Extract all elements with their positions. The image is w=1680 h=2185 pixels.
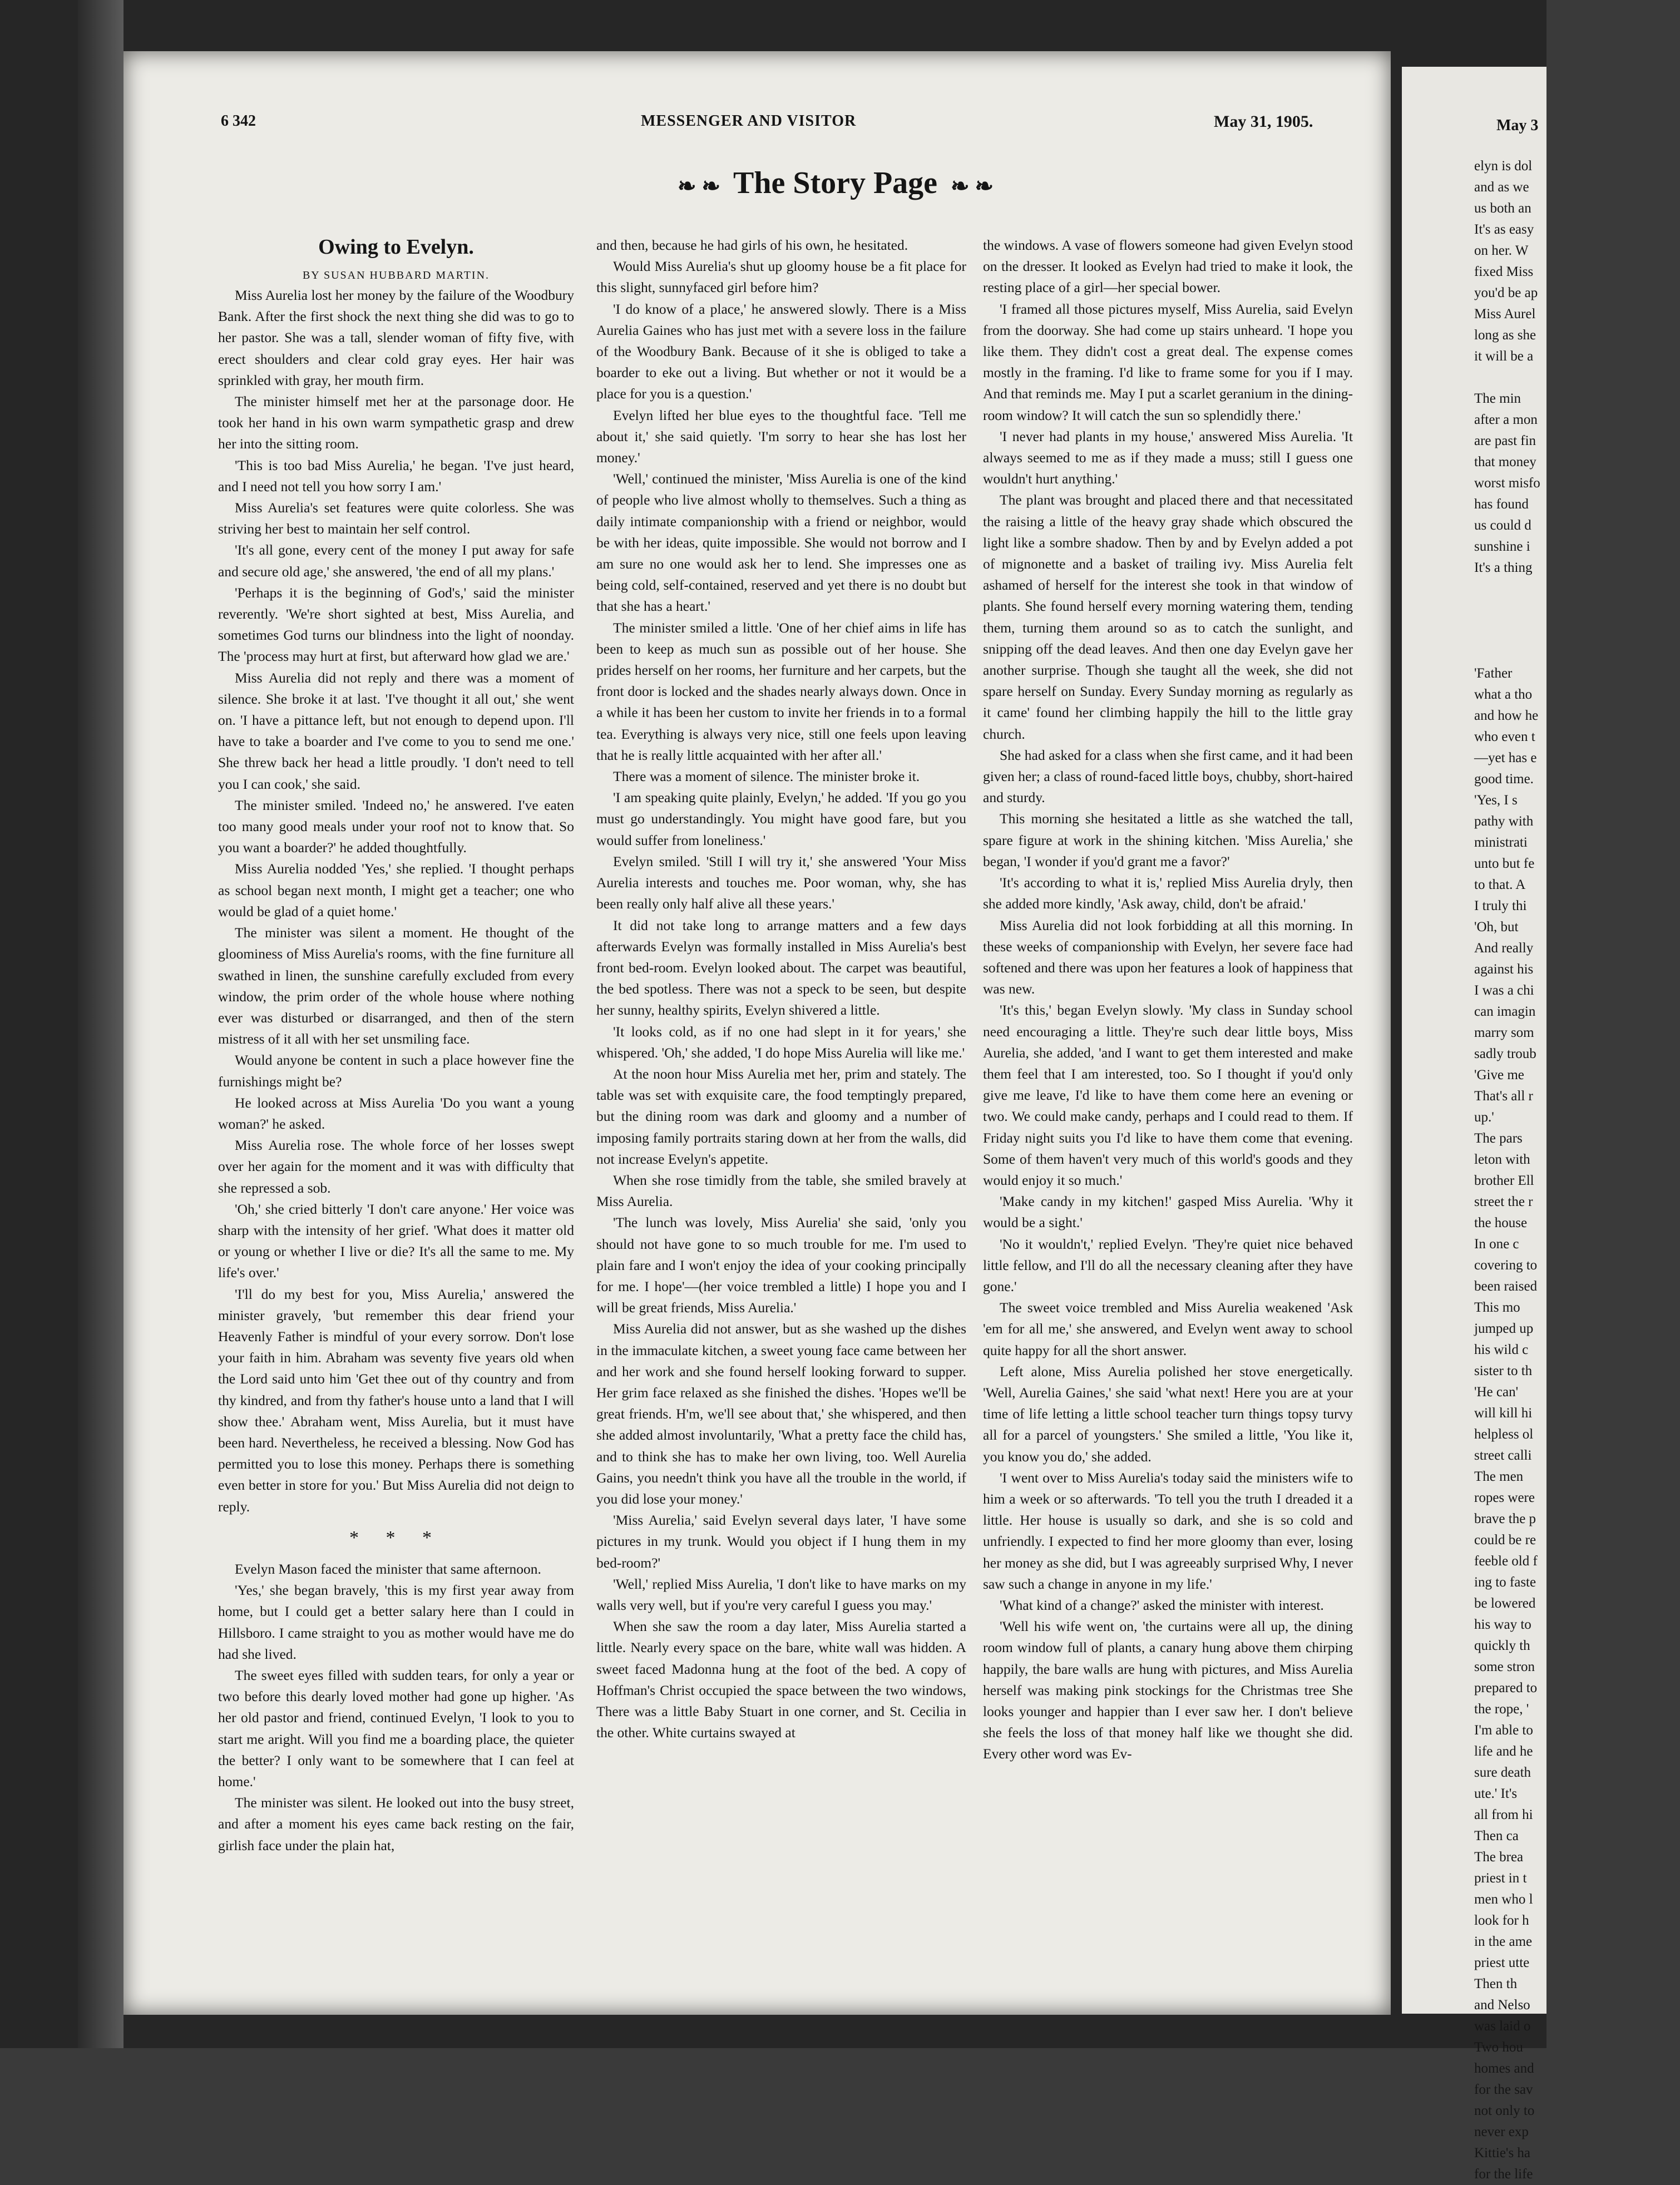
adjacent-line: priest in t [1474,1871,1527,1886]
paragraph: Miss Aurelia did not answer, but as she washed up the dishes in the immaculate kitchen, a sweet young face came between her and her work and she found herself looking forward to supper. Her grim face relaxed as she finished the dishes. 'Hopes we'll be great friends. H'm, we'll see about that,' she whispered, and then she added almost involuntarily, 'What a pretty face the child has, and to think she has to make her own living, too. Well Aurelia Gains, you needn't think you have all the trouble in the world, if you did lose your money.' [596,1321,966,1507]
section-title [585,165,1086,201]
paragraph: the windows. A vase of flowers someone had given Evelyn stood on the dresser. It looked as Evelyn had tried to make it look, the resting place of a girl—her special bower. [983,237,1353,296]
adjacent-line: sister to th [1474,1363,1533,1378]
paragraph: 'Well,' replied Miss Aurelia, 'I don't like to have marks on my walls very well, but if you're very careful I guess you may.' [596,1575,966,1613]
paragraph: 'I went over to Miss Aurelia's today said the ministers wife to him a week or so afterwards. 'To tell you the truth I dreaded it a little. Her house is usually so dark, and she is so cold and unfriendly. I expected to find her more gloomy than ever, losing her money as she did, but I was agreeably surprised Why, I never saw such a change in anyone in my life.' [983,1469,1353,1592]
paragraph: He looked across at Miss Aurelia 'Do you want a young woman?' he asked. [218,1094,574,1132]
adjacent-line: and how he [1474,708,1539,723]
adjacent-line: Kittie's ha [1474,2146,1531,2161]
adjacent-line: Then th [1474,1976,1518,1991]
adjacent-line: street calli [1474,1448,1532,1463]
adjacent-line: In one c [1474,1237,1519,1252]
adjacent-line: ministrati [1474,835,1528,850]
adjacent-line: will kill hi [1474,1406,1533,1421]
paragraph: 'Perhaps it is the beginning of God's,' said the minister reverently. 'We're short sighted at best, Miss Aurelia, and sometimes God turns our blindness into the light of noonday. The 'process may hurt at first, but afterward how glad we are.' [218,584,574,665]
paragraph: 'I do know of a place,' he answered slowly. There is a Miss Aurelia Gaines who has just met with a severe loss in the failure of the Woodbury Bank. Because of it she is obliged to take a boarder to eke out a living. But whether or not it would be a place for you is a question.' [596,300,966,402]
adjacent-line: priest utte [1474,1955,1530,1970]
issue-date: May 31, 1905. [1214,112,1313,131]
adjacent-line: elyn is dol [1474,159,1533,174]
adjacent-line: was laid o [1474,2019,1531,2034]
paragraph: Miss Aurelia's set features were quite colorless. She was striving her best to maintain her self control. [218,500,574,537]
adjacent-line: some stron [1474,1659,1535,1674]
adjacent-line [1457,621,1680,642]
ornament-icon: ❧ ❧ [677,173,720,199]
adjacent-line: and as we [1474,180,1529,195]
paragraph: The minister himself met her at the parsonage door. He took her hand in his own warm sympathetic grasp and drew her into the sitting room. [218,393,574,452]
paragraph: 'The lunch was lovely, Miss Aurelia' she said, 'only you should not have gone to so much trouble for me. I'm used to plain fare and I won't enjoy the idea of your cooking principally for me. I hope'—(her voice trembled a little) I hope you and I will be great friends, Miss Aurelia.' [596,1214,966,1316]
adjacent-line: the rope, ' [1474,1702,1529,1717]
adjacent-page-strip [1402,67,1546,2182]
adjacent-line: sadly troub [1474,1046,1536,1061]
adjacent-line: Two hou [1474,2040,1523,2055]
adjacent-line: This mo [1474,1300,1520,1315]
adjacent-line: the house [1474,1215,1528,1230]
adjacent-line: And really [1474,941,1534,956]
paragraph: Would Miss Aurelia's shut up gloomy house be a fit place for this slight, sunnyfaced girl before him? [596,258,966,296]
paragraph: The minister smiled a little. 'One of her chief aims in life has been to keep as much sun as possible out of her house. She prides herself on her rooms, her furniture and her carpets, but the front door is locked and the shades nearly always down. Once in a while it has been her custom to invite her friends in to a formal tea. Everything is always very nice, still one feels upon leaving that he is really little acquainted with her after all.' [596,619,966,763]
adjacent-line: ing to faste [1474,1575,1536,1590]
paragraph: The minister was silent. He looked out into the busy street, and after a moment his eyes came back resting on the fair, girlish face under the plain hat, [218,1795,574,1853]
section-title-text: The Story Page [733,166,938,200]
paragraph: 'It's this,' began Evelyn slowly. 'My class in Sunday school need encouraging a little. They're such dear little boys, Miss Aurelia, she added, 'and I want to get them interested and make them feel that I am interested, too. So I thought if you'd only give me leave, I'd like to have them come here an evening or two. We could make candy, perhaps and I could read to them. If Friday night suits you I'd like to have them come that evening. Some of them haven't very much of this world's goods and they would enjoy it so much.' [983,1002,1353,1188]
page-gutter-shadow [78,0,123,2048]
adjacent-line: after a mon [1474,412,1538,427]
adjacent-line: to that. A [1474,877,1526,892]
paragraph: The minister was silent a moment. He thought of the gloominess of Miss Aurelia's rooms, with the fine furniture all swathed in linen, the sunshine carefully excluded from every window, the prim order of the whole house where nothing ever was disturbed or disarranged, and then of the stern mistress of it all with her set unsmiling face. [218,925,574,1047]
adjacent-line: what a tho [1474,687,1533,702]
adjacent-page-header: May 3 [1496,117,1539,134]
paragraph: Left alone, Miss Aurelia polished her stove energetically. 'Well, Aurelia Gaines,' she said 'what next! Here you are at your time of life letting a little school teacher turn things topsy turvy all for a parcel of youngsters.' She smiled a little, 'You like it, you know you do,' she added. [983,1363,1353,1465]
adjacent-line: worst misfo [1474,476,1540,491]
adjacent-page-column [1457,156,1680,2185]
adjacent-line: pathy with [1474,814,1534,829]
paragraph: Evelyn smiled. 'Still I will try it,' she answered 'Your Miss Aurelia interests and touches me. Poor woman, why, she has been really only half alive all these years.' [596,853,966,912]
adjacent-line [1457,367,1680,388]
paragraph: There was a moment of silence. The minister broke it. [613,768,920,785]
paragraph: The sweet eyes filled with sudden tears, for only a year or two before this dearly loved mother had gone up higher. 'As her old pastor and friend, continued Evelyn, 'I look to you to start me aright. Will you find me a boarding place, the quieter the better? I only want to be somewhere that I can feel at home.' [218,1667,574,1790]
paragraph: Miss Aurelia did not reply and there was a moment of silence. She broke it at last. 'I've thought it all out,' she went on. 'I have a pittance left, but not enough to depend upon. I'll have to take a boarder and I've come to you to send me one.' She threw back her head a little proudly. 'I don't need to tell you I can cook,' she said. [218,669,574,792]
adjacent-line: homes and [1474,2061,1534,2076]
adjacent-line: helpless ol [1474,1427,1534,1442]
adjacent-line: are past fin [1474,433,1536,448]
adjacent-line: I truly thi [1474,898,1527,913]
column-2 [596,235,966,1743]
paragraph: 'Oh,' she cried bitterly 'I don't care anyone.' Her voice was sharp with the intensity of her grief. 'What does it matter old or young or whether I live or die? It's all the same to me. My life's over.' [218,1200,574,1281]
adjacent-line: not only to [1474,2103,1535,2118]
adjacent-line: can imagin [1474,1004,1536,1019]
adjacent-line: been raised [1474,1279,1538,1294]
adjacent-line: us could d [1474,518,1531,533]
paragraph: She had asked for a class when she first came, and it had been given her; a class of round-faced little boys, chubby, short-haired and sturdy. [983,747,1353,806]
adjacent-line: all from hi [1474,1807,1533,1822]
adjacent-line: who even t [1474,729,1535,744]
paragraph: Evelyn lifted her blue eyes to the thoughtful face. 'Tell me about it,' she said quietly. 'I'm sorry to hear she has lost her money.' [596,407,966,466]
story-title: Owing to Evelyn. [318,235,474,259]
paragraph: The sweet voice trembled and Miss Aurelia weakened 'Ask 'em for all me,' she answered, and Evelyn went away to school quite happy for all the short answer. [983,1299,1353,1358]
paragraph: 'No it wouldn't,' replied Evelyn. 'They're quiet nice behaved little fellow, and I'll do all the necessary cleaning after they have gone.' [983,1235,1353,1294]
adjacent-line: covering to [1474,1258,1538,1273]
adjacent-line: —yet has e [1474,750,1537,765]
adjacent-line: It's as easy [1474,222,1534,237]
adjacent-line: street the r [1474,1194,1533,1209]
adjacent-line: sunshine i [1474,539,1530,554]
adjacent-line: be lowered [1474,1596,1536,1611]
paragraph: Would anyone be content in such a place however fine the furnishings might be? [218,1052,574,1090]
paragraph: 'I framed all those pictures myself, Miss Aurelia, said Evelyn from the doorway. She had come up stairs unheard. 'I hope you like them. They didn't cost a great deal. The expense comes mostly in the framing. I'd like to frame some for you if I may. And that reminds me. May I put a scarlet geranium in the dining-room window? It will catch the sun so splendidly there.' [983,300,1353,423]
paragraph: 'This is too bad Miss Aurelia,' he began. 'I've just heard, and I need not tell you how sorry I am.' [218,457,574,495]
paragraph: The minister smiled. 'Indeed no,' he answered. I've eaten too many good meals under your roof not to know that. So you want a boarder?' he added thoughtfully. [218,797,574,856]
adjacent-line: has found [1474,497,1529,512]
adjacent-line: It's a thing [1474,560,1533,575]
adjacent-line: for the sav [1474,2082,1533,2097]
page-header [123,112,1391,146]
adjacent-line: feeble old f [1474,1554,1538,1569]
adjacent-line: 'Yes, I s [1474,793,1518,808]
adjacent-line: that money [1474,454,1536,469]
paragraph: It did not take long to arrange matters and a few days afterwards Evelyn was formally installed in Miss Aurelia's best front bed-room. Evelyn looked about. The carpet was beautiful, the bed spotless. There was not a speck to be seen, but despite her sunny, healthy spirits, Evelyn shivered a little. [596,917,966,1019]
adjacent-line: could be re [1474,1533,1536,1548]
paragraph: At the noon hour Miss Aurelia met her, prim and stately. The table was set with exquisite care, the food temptingly prepared, but the dining room was dark and gloomy and a number of imposing family portraits staring down at her from the walls, did not increase Evelyn's appetite. [596,1065,966,1167]
paragraph: This morning she hesitated a little as she watched the tall, spare figure at work in the shining kitchen. 'Miss Aurelia,' she began, 'I wonder if you'd grant me a favor?' [983,810,1353,869]
adjacent-line: 'Father [1474,666,1513,681]
adjacent-line: us both an [1474,201,1531,216]
ornament-icon: ❧ ❧ [951,173,994,199]
paragraph: and then, because he had girls of his own, he hesitated. [596,237,908,253]
byline: BY SUSAN HUBBARD MARTIN. [302,269,490,281]
paragraph: 'It's all gone, every cent of the money I put away for safe and secure old age,' she answered, 'the end of all my plans.' [218,542,574,580]
adjacent-line: you'd be ap [1474,285,1538,300]
paragraph: 'Miss Aurelia,' said Evelyn several days later, 'I have some pictures in my trunk. Would you object if I hung them in my bed-room?' [596,1512,966,1571]
adjacent-line: leton with [1474,1152,1530,1167]
adjacent-line: The min [1474,391,1521,406]
adjacent-line: The men [1474,1469,1524,1484]
column-1 [218,285,574,1856]
adjacent-line: brother Ell [1474,1173,1534,1188]
adjacent-line: long as she [1474,328,1536,343]
adjacent-line: ute.' It's [1474,1786,1518,1801]
adjacent-line: on her. W [1474,243,1529,258]
paragraph: Miss Aurelia lost her money by the failure of the Woodbury Bank. After the first shock the next thing she did was to go to her pastor. She was a tall, slender woman of fifty five, with erect shoulders and clear cold gray eyes. Her hair was sprinkled with gray, her mouth firm. [218,287,574,388]
page-number: 6 342 [221,112,256,130]
paragraph: When she saw the room a day later, Miss Aurelia started a little. Nearly every space on the bare, white wall was hidden. A sweet faced Madonna hung at the foot of the bed. A copy of Hoffman's Christ occupied the space between the two windows, There was a little Baby Stuart in one corner, and St. Cecilia in the other. White curtains swayed at [596,1618,966,1741]
adjacent-line: fixed Miss [1474,264,1534,279]
adjacent-line: The pars [1474,1131,1523,1146]
adjacent-line: never exp [1474,2124,1529,2139]
paragraph: 'It looks cold, as if no one had slept in it for years,' she whispered. 'Oh,' she added, 'I do hope Miss Aurelia will like me.' [596,1023,966,1061]
adjacent-line: against his [1474,962,1534,977]
adjacent-line: 'Oh, but [1474,920,1519,935]
section-break: * * * [349,1527,443,1548]
adjacent-line: marry som [1474,1025,1534,1040]
adjacent-line [1457,600,1680,621]
adjacent-line: jumped up [1474,1321,1534,1336]
adjacent-line: look for h [1474,1913,1529,1928]
adjacent-line: and Nelso [1474,1998,1530,2013]
adjacent-line: prepared to [1474,1680,1538,1695]
paragraph: Miss Aurelia rose. The whole force of her losses swept over her again for the moment and it was with difficulty that she repressed a sob. [218,1137,574,1196]
adjacent-line: I'm able to [1474,1723,1533,1738]
adjacent-line: his wild c [1474,1342,1529,1357]
adjacent-line: Miss Aurel [1474,307,1536,322]
adjacent-line: in the ame [1474,1934,1533,1949]
paragraph: Miss Aurelia nodded 'Yes,' she replied. 'I thought perhaps as school began next month, I might get a teacher; one who would be glad of a quiet home.' [218,861,574,920]
adjacent-line: it will be a [1474,349,1534,364]
adjacent-line: life and he [1474,1744,1533,1759]
paragraph: 'I'll do my best for you, Miss Aurelia,' answered the minister gravely, 'but remember this dear friend your Heavenly Father is mindful of your every sorrow. Don't lose your faith in him. Abraham was seventy five years old when the Lord said unto him 'Get thee out of thy country and from thy kindred, and from thy father's house unto a land that I will show thee.' Abraham went, Miss Aurelia, but it must have been hard. Nevertheless, he received a blessing. Now God has permitted you to lose this money. Perhaps there is something even better in store for you.' But Miss Aurelia did not deign to reply. [218,1286,574,1515]
paragraph: 'What kind of a change?' asked the minister with interest. [1000,1597,1324,1613]
adjacent-line [1457,579,1680,600]
paragraph: When she rose timidly from the table, she smiled bravely at Miss Aurelia. [596,1171,966,1210]
paragraph: 'It's according to what it is,' replied Miss Aurelia dryly, then she added more kindly, 'Ask away, child, don't be afraid.' [983,874,1353,912]
adjacent-line: good time. [1474,772,1534,787]
adjacent-line: for the life [1474,2167,1533,2182]
adjacent-line: men who l [1474,1892,1533,1907]
paragraph: 'Yes,' she began bravely, 'this is my first year away from home, but I could get a better salary here than I could in Hillsboro. I came straight to you as mother would have me do had she lived. [218,1582,574,1662]
adjacent-line: quickly th [1474,1638,1530,1653]
column-3 [983,235,1353,1765]
adjacent-line: Then ca [1474,1828,1519,1843]
adjacent-line: That's all r [1474,1089,1533,1104]
newspaper-page [123,51,1391,2015]
adjacent-line: his way to [1474,1617,1531,1632]
paragraph: 'Well,' continued the minister, 'Miss Aurelia is one of the kind of people who live almost wholly to themselves. Such a thing as daily intimate companionship with a friend or neighbor, would be with her ideas, quite impossible. She would not borrow and I am sure no one would ask her to lend. She impresses one as being cold, self-contained, reserved and yet there is no doubt but that she has a heart.' [596,471,966,615]
adjacent-line: sure death [1474,1765,1531,1780]
adjacent-line: 'Give me [1474,1067,1524,1082]
paragraph: 'I am speaking quite plainly, Evelyn,' he added. 'If you go you must go understandingly. You might have good fare, but you would suffer from loneliness.' [596,789,966,848]
adjacent-line: ropes were [1474,1490,1535,1505]
adjacent-line: brave the p [1474,1511,1536,1526]
paragraph: 'I never had plants in my house,' answered Miss Aurelia. 'It always seemed to me as if they made a muss; still I guess one wouldn't hurt anything.' [983,428,1353,487]
paragraph: The plant was brought and placed there and that necessitated the raising a little of the heavy gray shade which obscured the light like a sombre shadow. Then by and by Evelyn added a pot of mignonette and a basket of trailing ivy. Miss Aurelia felt ashamed of herself for the interest she took in that window of plants. She found herself every morning watering them, tending them, turning them around so as to catch the sunlight, and snipping off the dead leaves. And then one day Evelyn gave her another surprise. Though she taught all the week, she did not spare herself on Sunday. Every Sunday morning as regularly as it came' found her climbing happily the hill to the little gray church. [983,492,1353,742]
adjacent-line: The brea [1474,1850,1524,1865]
paragraph: Evelyn Mason faced the minister that same afternoon. [235,1560,541,1577]
adjacent-line: up.' [1474,1110,1494,1125]
paragraph: 'Make candy in my kitchen!' gasped Miss Aurelia. 'Why it would be a sight.' [983,1193,1353,1231]
adjacent-line [1457,642,1680,663]
masthead: MESSENGER AND VISITOR [641,112,857,130]
paragraph: 'Well his wife went on, 'the curtains were all up, the dining room window full of plants, a canary hung above them chirping happily, the bare walls are hung with pictures, and Miss Aurelia herself was making pink stockings for the Christmas tree She looks younger and happier than I ever saw her. I don't believe she feels the loss of that money half like we thought she did. Every other word was Ev- [983,1618,1353,1762]
adjacent-line: I was a chi [1474,983,1534,998]
paragraph: Miss Aurelia did not look forbidding at all this morning. In these weeks of companionship with Evelyn, her severe face had softened and there was upon her features a look of happiness that was new. [983,917,1353,997]
adjacent-line: unto but fe [1474,856,1535,871]
adjacent-line: 'He can' [1474,1385,1519,1400]
